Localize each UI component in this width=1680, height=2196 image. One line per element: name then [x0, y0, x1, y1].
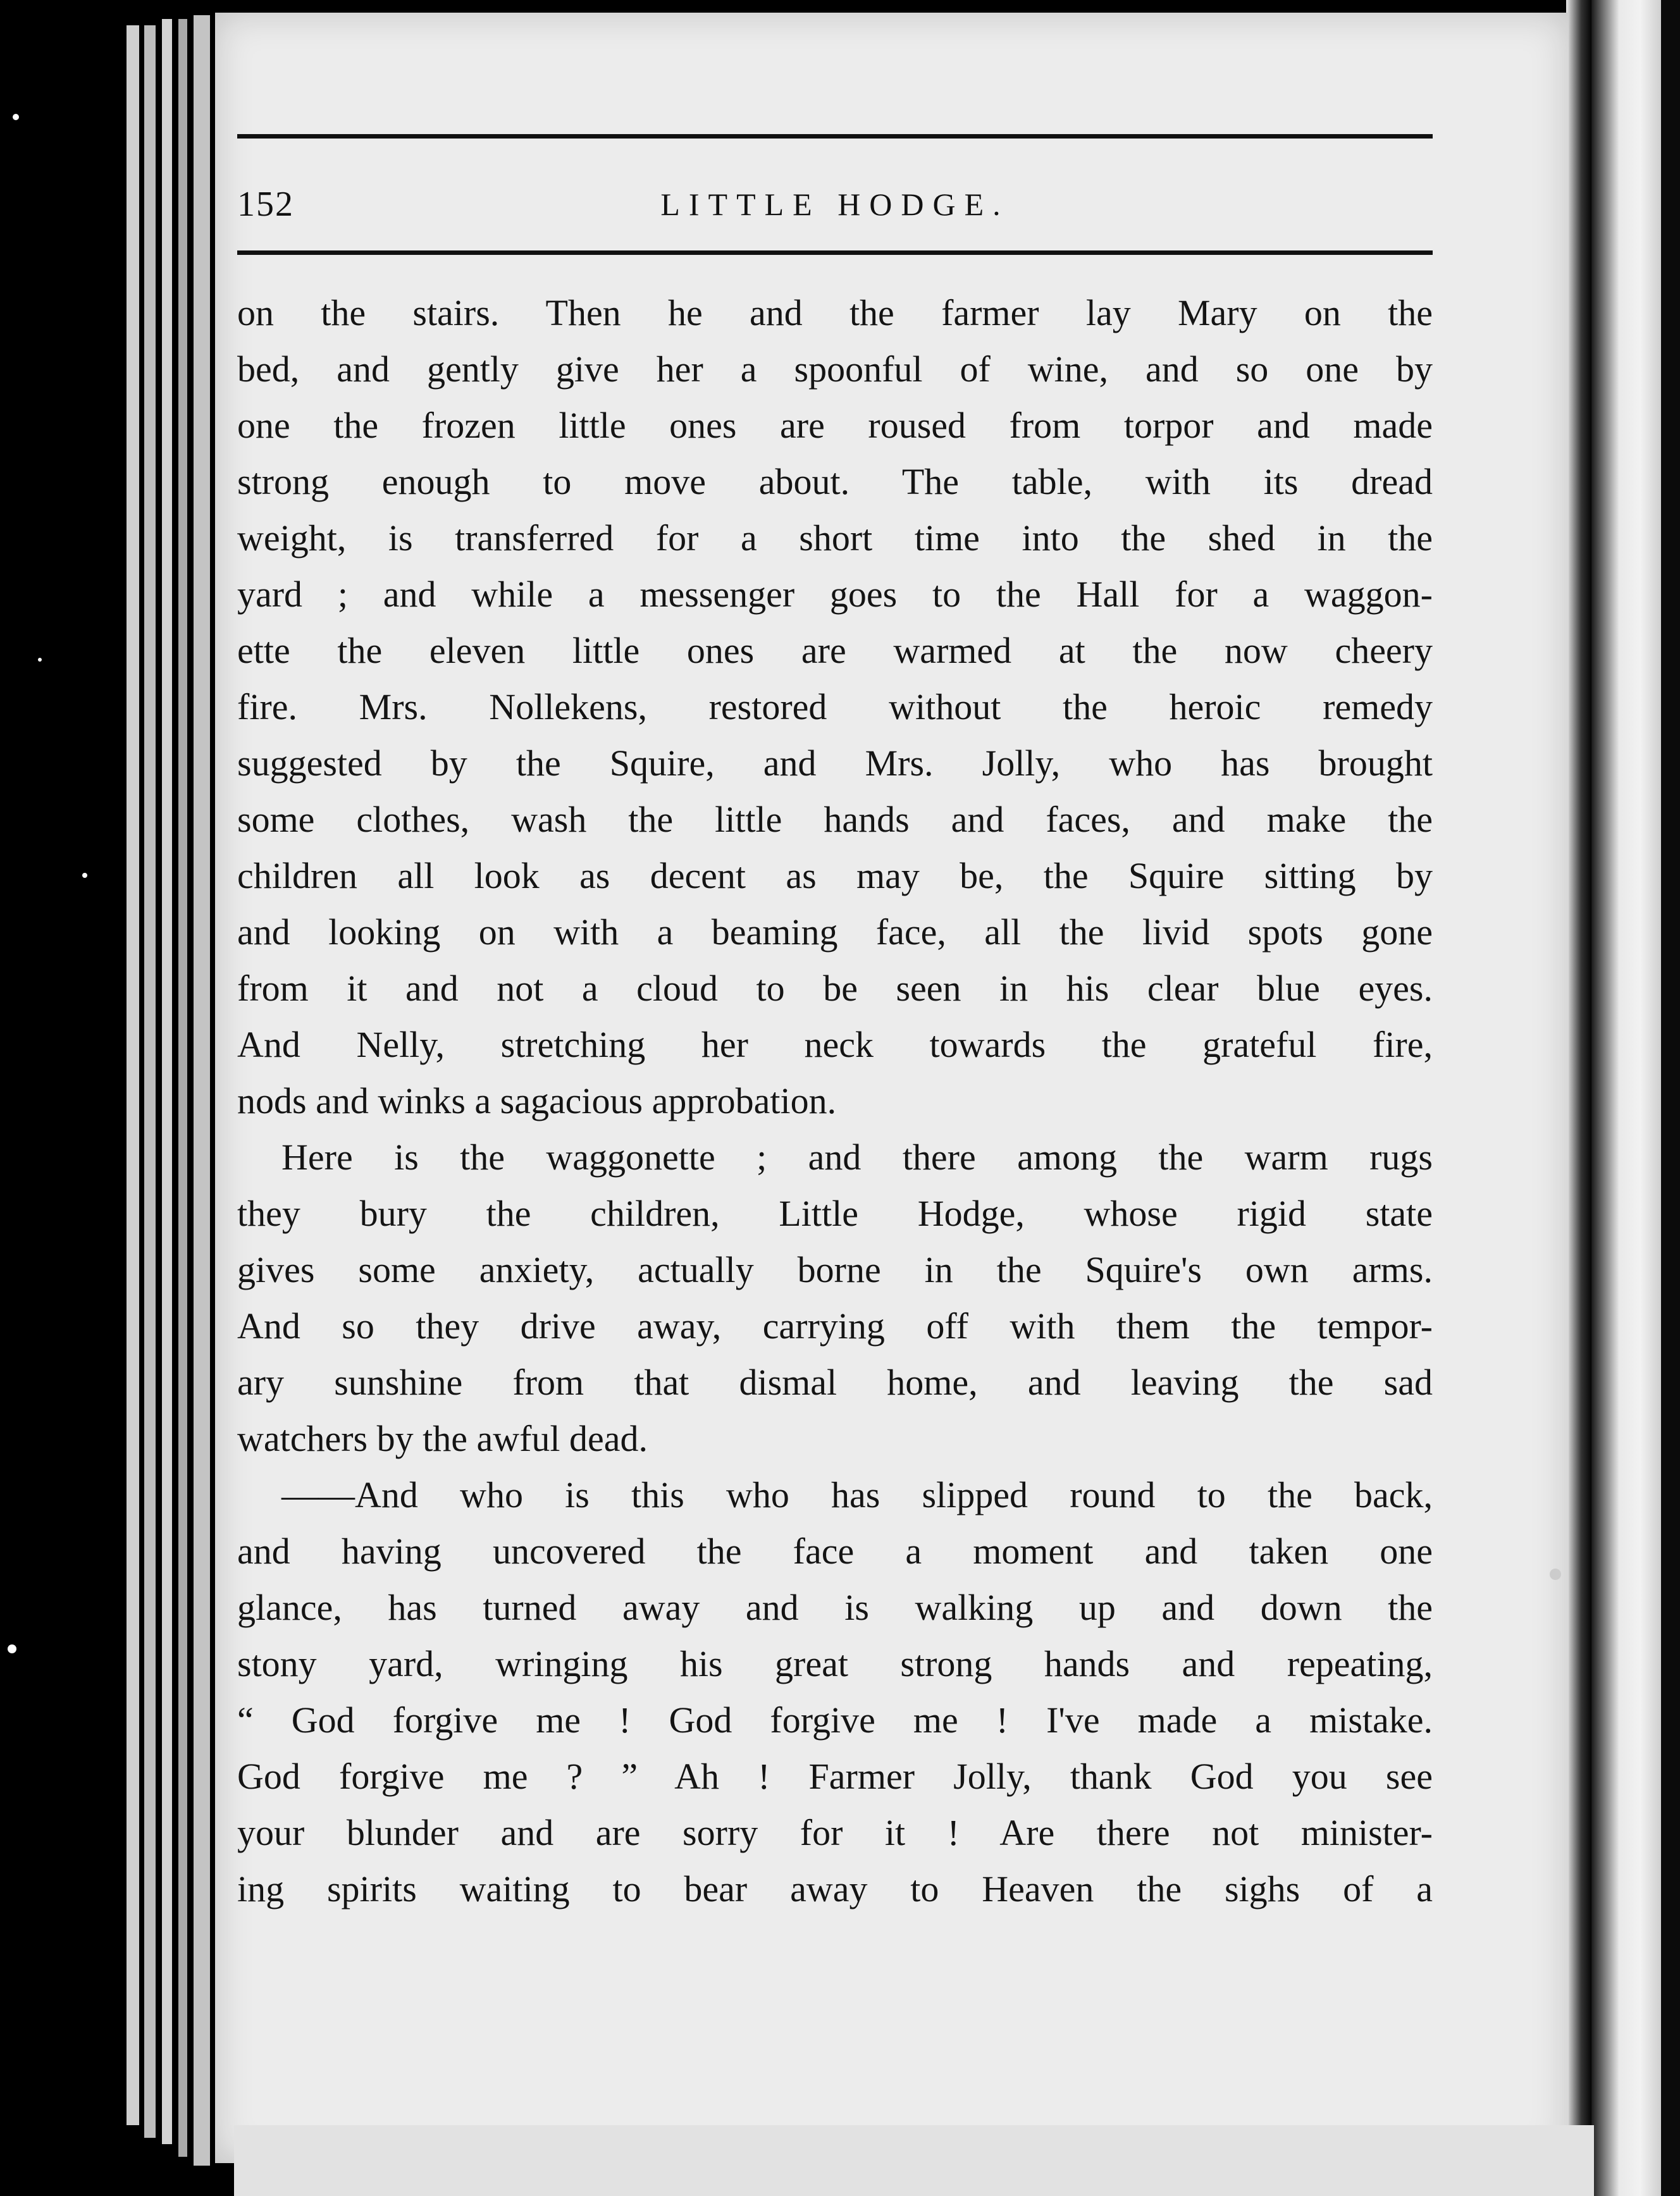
- text-line: nods and winks a sagacious approbation.: [237, 1080, 837, 1121]
- text-line: your blunder and are sorry for it ! Are there not minister-: [237, 1812, 1433, 1853]
- text-line: from it and not a cloud to be seen in his clear blue eyes.: [237, 968, 1433, 1009]
- text-line: glance, has turned away and is walking up and down the: [237, 1587, 1433, 1628]
- text-line: “ God forgive me ! God forgive me ! I've made a mistake.: [237, 1699, 1433, 1741]
- page-edge: [194, 15, 210, 2166]
- text-line: bed, and gently give her a spoonful of wine, and so one by: [237, 349, 1433, 390]
- page-edge: [162, 19, 172, 2144]
- text-line: fire. Mrs. Nollekens, restored without the heroic remedy: [237, 686, 1433, 727]
- text-line: one the frozen little ones are roused from torpor and made: [237, 405, 1433, 446]
- body-text: [237, 285, 1433, 1917]
- text-line: stony yard, wringing his great strong hands and repeating,: [237, 1643, 1433, 1684]
- paragraph: [237, 1129, 1433, 1467]
- scan-speck: [38, 658, 42, 662]
- paper-page-lower-edge: [234, 2125, 1594, 2196]
- facing-page-edge: [1591, 0, 1661, 2196]
- text-line: children all look as decent as may be, the Squire sitting by: [237, 855, 1433, 896]
- text-line: they bury the children, Little Hodge, whose rigid state: [237, 1193, 1433, 1234]
- scan-speck: [82, 873, 87, 878]
- text-line: and looking on with a beaming face, all the livid spots gone: [237, 911, 1433, 953]
- text-line: ette the eleven little ones are warmed at the now cheery: [237, 630, 1433, 671]
- text-line: Here is the waggonette ; and there among the warm rugs: [281, 1137, 1433, 1178]
- page-edge: [127, 25, 139, 2125]
- page-edge: [178, 19, 187, 2157]
- page-edge: [144, 25, 156, 2138]
- text-line: yard ; and while a messenger goes to the Hall for a waggon-: [237, 574, 1433, 615]
- text-line: gives some anxiety, actually borne in the Squire's own arms.: [237, 1249, 1433, 1290]
- paragraph: [237, 1467, 1433, 1917]
- text-line: And Nelly, stretching her neck towards the grateful fire,: [237, 1024, 1433, 1065]
- text-line: weight, is transferred for a short time into the shed in the: [237, 517, 1433, 558]
- text-line: and having uncovered the face a moment and taken one: [237, 1531, 1433, 1572]
- binding-shadow: [1566, 0, 1591, 2196]
- scan-speck: [1550, 1569, 1561, 1580]
- running-header: [237, 176, 1433, 233]
- text-line: And so they drive away, carrying off with them the tempor-: [237, 1305, 1433, 1347]
- text-line: strong enough to move about. The table, with its dread: [237, 461, 1433, 502]
- header-rule-top: [237, 134, 1433, 139]
- running-title: LITTLE HODGE.: [660, 187, 1010, 222]
- text-line: ary sunshine from that dismal home, and leaving the sad: [237, 1362, 1433, 1403]
- header-rule-bottom: [237, 250, 1433, 255]
- text-line: God forgive me ? ” Ah ! Farmer Jolly, thank God you see: [237, 1756, 1433, 1797]
- text-line: some clothes, wash the little hands and faces, and make the: [237, 799, 1433, 840]
- text-line: on the stairs. Then he and the farmer lay Mary on the: [237, 292, 1433, 333]
- scan-speck: [8, 1644, 16, 1653]
- scan-speck: [13, 114, 19, 120]
- text-line: suggested by the Squire, and Mrs. Jolly, who has brought: [237, 743, 1433, 784]
- text-line: ——And who is this who has slipped round to the back,: [281, 1474, 1433, 1515]
- page-number: 152: [237, 185, 294, 224]
- paragraph: [237, 285, 1433, 1129]
- text-line: ing spirits waiting to bear away to Heaven the sighs of a: [237, 1868, 1433, 1909]
- text-line: watchers by the awful dead.: [237, 1418, 648, 1459]
